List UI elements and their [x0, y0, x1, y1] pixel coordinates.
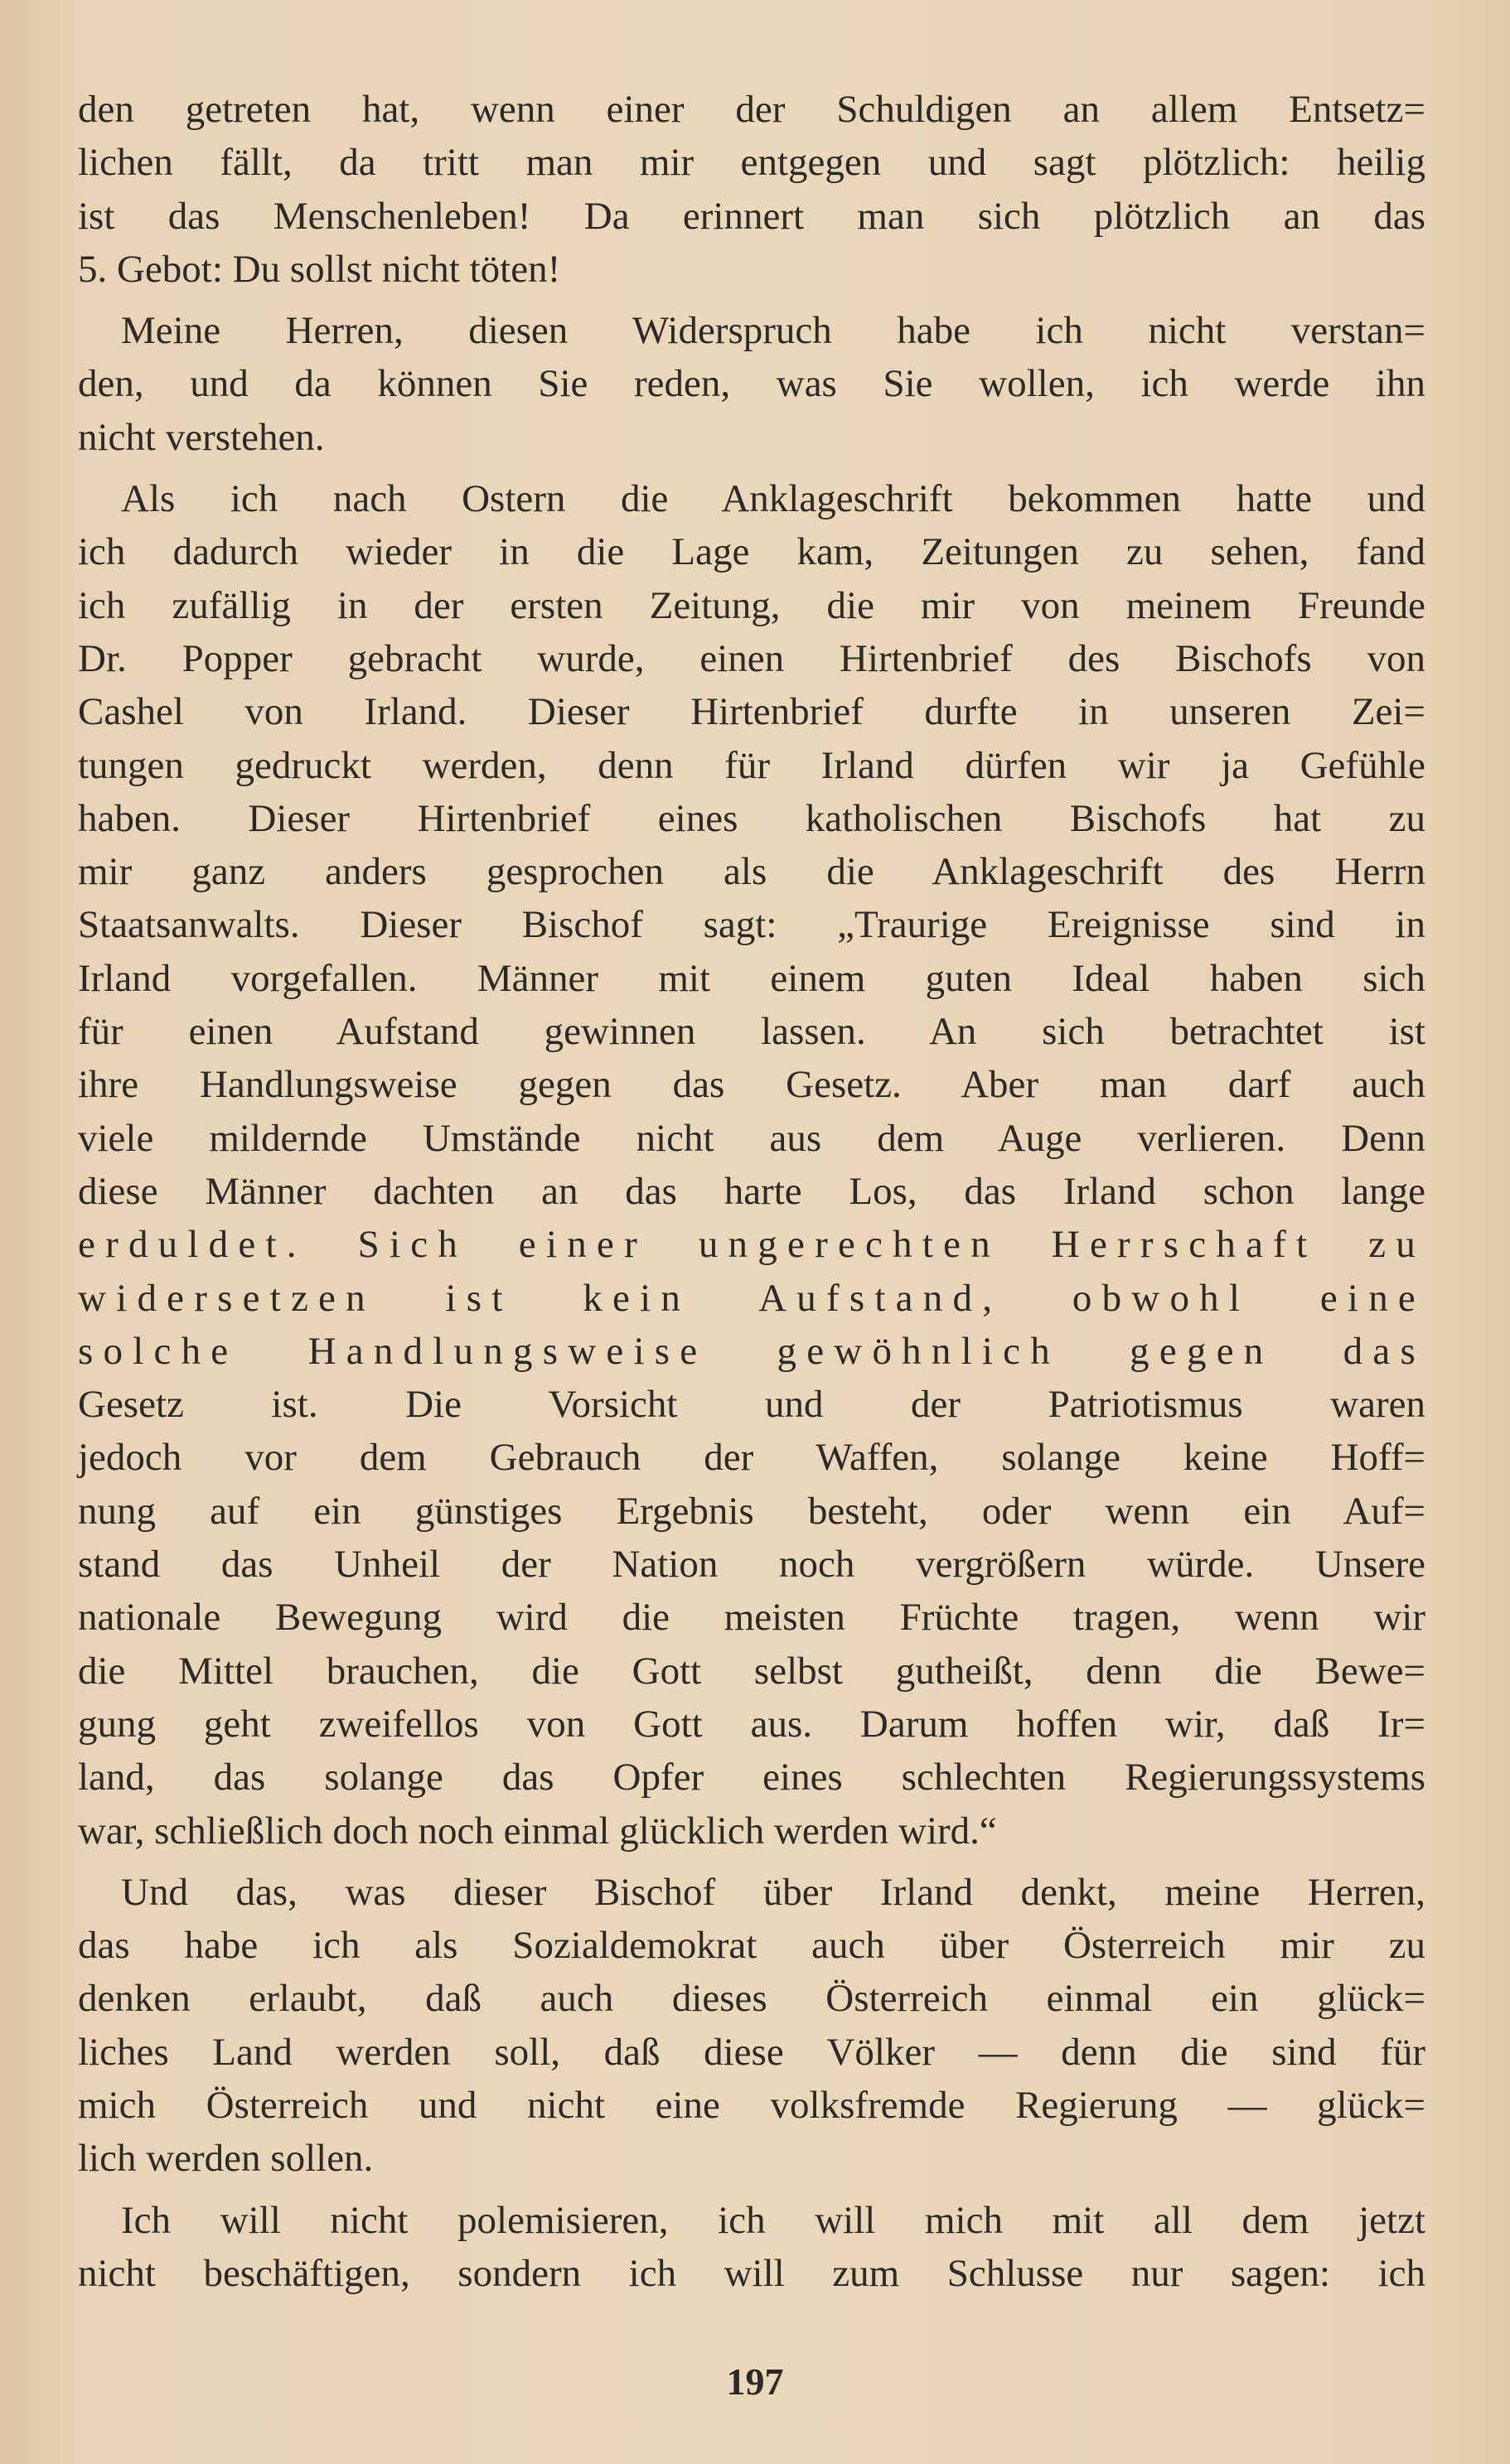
paragraph-2	[78, 304, 1425, 464]
text-line: das habe ich als Sozialdemokrat auch über Österreich mir zu	[78, 1924, 1425, 1968]
text-line: 5. Gebot: Du sollst nicht töten!	[78, 247, 561, 291]
text-line: mir ganz anders gesprochen als die Anklageschrift des Herrn	[78, 850, 1425, 894]
text-line: für einen Aufstand gewinnen lassen. An sich betrachtet ist	[78, 1010, 1425, 1054]
text-line: ich zufällig in der ersten Zeitung, die mir von meinem Freunde	[78, 583, 1425, 627]
text-line: Meine Herren, diesen Widerspruch habe ich nicht verstan=	[121, 309, 1425, 353]
text-line: ist das Menschenleben! Da erinnert man sich plötzlich an das	[78, 194, 1425, 238]
text-line: Cashel von Irland. Dieser Hirtenbrief durfte in unseren Zei=	[78, 690, 1425, 734]
text-line: liches Land werden soll, daß diese Völker — denn die sind für	[78, 2030, 1425, 2074]
text-line: ihre Handlungsweise gegen das Gesetz. Aber man darf auch	[78, 1063, 1425, 1107]
text-line: widersetzen ist kein Aufstand, obwohl eine	[78, 1276, 1425, 1320]
text-line: nicht verstehen.	[78, 415, 325, 459]
paragraph-4	[78, 1866, 1425, 2186]
text-line: nationale Bewegung wird die meisten Früchte tragen, wenn wir	[78, 1596, 1425, 1640]
text-line: war, schließlich doch noch einmal glücklich werden wird.“	[78, 1809, 997, 1853]
text-line: solche Handlungsweise gewöhnlich gegen das	[78, 1329, 1425, 1373]
text-line: stand das Unheil der Nation noch vergrößern würde. Unsere	[78, 1543, 1425, 1587]
text-line: ich dadurch wieder in die Lage kam, Zeitungen zu sehen, fand	[78, 530, 1425, 574]
text-line: viele mildernde Umstände nicht aus dem Auge verlieren. Denn	[78, 1116, 1425, 1160]
text-line: denken erlaubt, daß auch dieses Österreich einmal ein glück=	[78, 1977, 1425, 2021]
text-line: erduldet. Sich einer ungerechten Herrschaft zu	[78, 1223, 1425, 1267]
text-line: Und das, was dieser Bischof über Irland denkt, meine Herren,	[121, 1870, 1425, 1914]
text-line: land, das solange das Opfer eines schlechten Regierungssystems	[78, 1756, 1425, 1800]
text-line: lichen fällt, da tritt man mir entgegen und sagt plötzlich: heilig	[78, 141, 1425, 185]
text-line: diese Männer dachten an das harte Los, das Irland schon lange	[78, 1169, 1425, 1213]
text-line: Gesetz ist. Die Vorsicht und der Patriotismus waren	[78, 1383, 1425, 1427]
text-line: den, und da können Sie reden, was Sie wollen, ich werde ihn	[78, 362, 1425, 406]
paragraph-3	[78, 472, 1425, 1858]
text-line: den getreten hat, wenn einer der Schuldigen an allem Entsetz=	[78, 88, 1425, 131]
paragraph-1	[78, 83, 1425, 296]
text-line: haben. Dieser Hirtenbrief eines katholischen Bischofs hat zu	[78, 796, 1425, 840]
text-line: Irland vorgefallen. Männer mit einem guten Ideal haben sich	[78, 956, 1425, 1000]
body-text	[78, 83, 1425, 2308]
text-line: Als ich nach Ostern die Anklageschrift bekommen hatte und	[121, 477, 1425, 521]
page-number: 197	[726, 2360, 784, 2403]
text-line: Dr. Popper gebracht wurde, einen Hirtenbrief des Bischofs von	[78, 636, 1425, 680]
text-line: gung geht zweifellos von Gott aus. Darum hoffen wir, daß Ir=	[78, 1702, 1425, 1746]
text-line: nung auf ein günstiges Ergebnis besteht, oder wenn ein Auf=	[78, 1489, 1425, 1533]
text-line: Ich will nicht polemisieren, ich will mich mit all dem jetzt	[121, 2198, 1425, 2242]
text-line: lich werden sollen.	[78, 2137, 374, 2181]
text-line: tungen gedruckt werden, denn für Irland dürfen wir ja Gefühle	[78, 743, 1425, 787]
text-line: Staatsanwalts. Dieser Bischof sagt: „Traurige Ereignisse sind in	[78, 903, 1425, 947]
paragraph-5	[78, 2194, 1425, 2301]
text-line: mich Österreich und nicht eine volksfremde Regierung — glück=	[78, 2083, 1425, 2127]
text-line: nicht beschäftigen, sondern ich will zum Schlusse nur sagen: ich	[78, 2251, 1425, 2295]
text-line: jedoch vor dem Gebrauch der Waffen, solange keine Hoff=	[78, 1436, 1425, 1480]
text-line: die Mittel brauchen, die Gott selbst gutheißt, denn die Bewe=	[78, 1649, 1425, 1693]
